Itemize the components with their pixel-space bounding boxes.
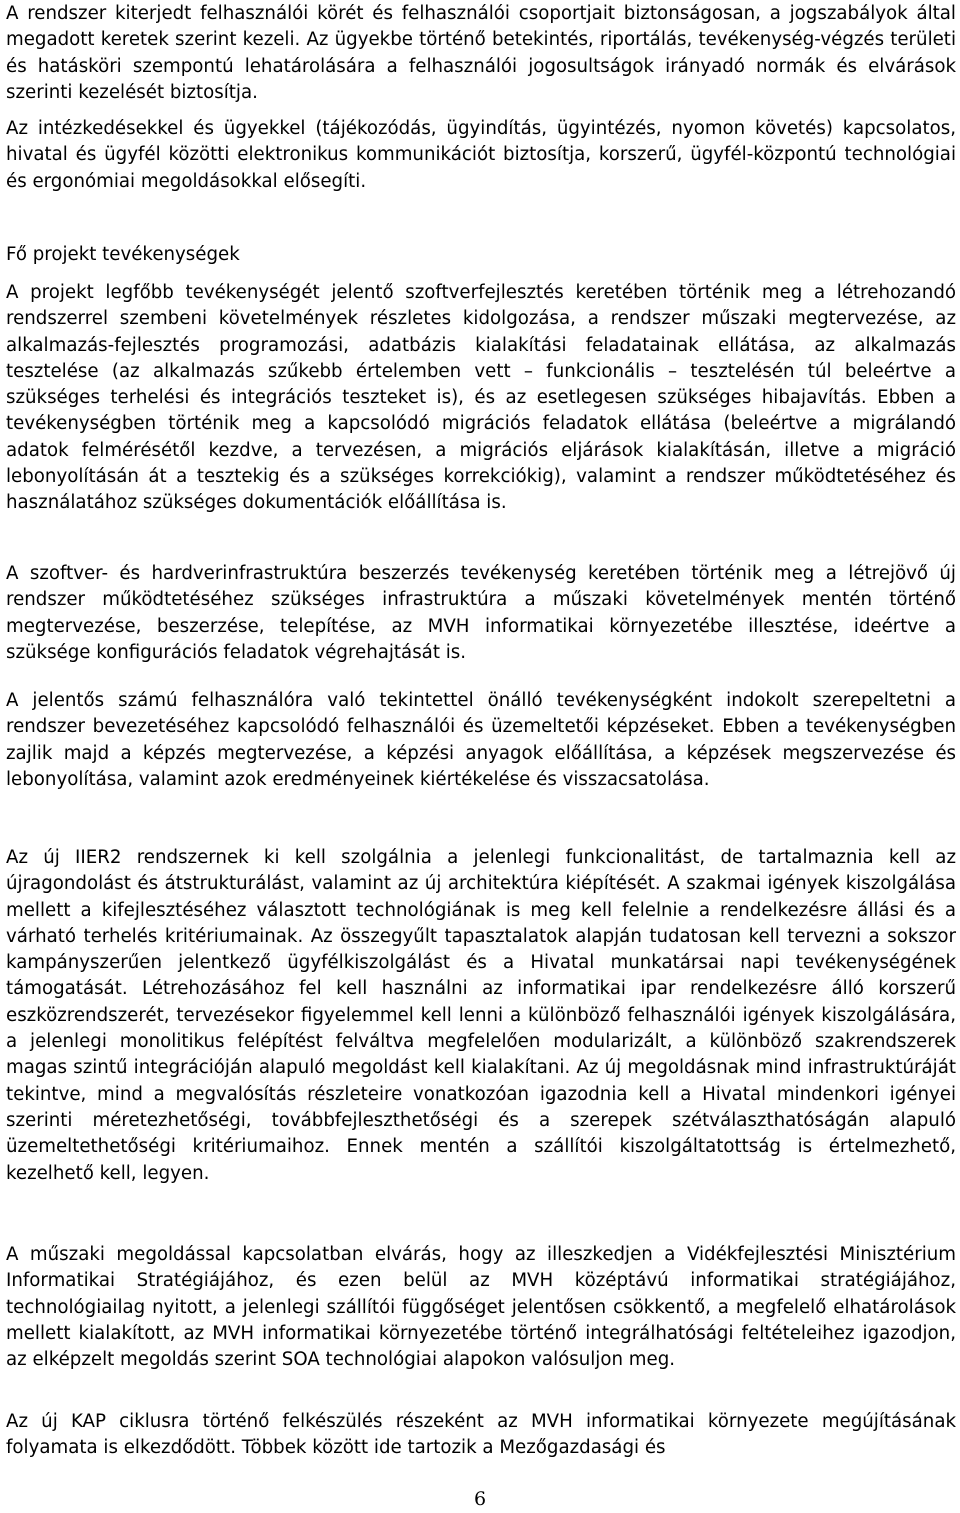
page-number: 6 xyxy=(473,1488,487,1510)
paragraph-technical-solution: A műszaki megoldással kapcsolatban elvárás, hogy az illeszkedjen a Vidékfejlesztési Minisztérium Informatikai Stratégiájához, és ezen belül az MVH középtávú informatikai stratégiájához, technológiailag nyitott, a jelenlegi szállítói függőséget jelentősen csökkentő, a megfelelő elhatárolások mellett kialakított, az MVH informatikai környezetébe történő integrálhatósági feltételeihez igazodjon, az elképzelt megoldás szerint SOA technológiai alapokon valósuljon meg. xyxy=(6,1244,956,1371)
paragraph-kap-cycle: Az új KAP ciklusra történő felkészülés részeként az MVH informatikai környezete megújításának folyamata is elkezdődött. Többek között ide tartozik a Mezőgazdasági és xyxy=(6,1411,956,1459)
paragraph-training: A jelentős számú felhasználóra való tekintettel önálló tevékenységként indokolt szerepeltetni a rendszer bevezetéséhez kapcsolódó felhasználói és üzemeltetői képzéseket. Ebben a tevékenységben zajlik majd a képzés megtervezése, a képzési anyagok előállítása, a képzések megszervezése és lebonyolítása, valamint azok eredményeinek kiértékelése és visszacsatolása. xyxy=(6,690,956,790)
intro-paragraph-permissions: A rendszer kiterjedt felhasználói körét és felhasználói csoportjait biztonságosan, a jogszabályok által megadott keretek szerint kezeli. Az ügyekbe történő betekintés, riportálás, tevékenység-végzés területi és hatásköri szempontú lehatárolására a felhasználói jogosultságok irányadó normák és elvárások szerinti kezelését biztosítja. xyxy=(6,3,956,103)
section-heading: Fő projekt tevékenységek xyxy=(6,244,240,265)
intro-paragraph-communication: Az intézkedésekkel és ügyekkel (tájékozódás, ügyindítás, ügyintézés, nyomon követés) kapcsolatos, hivatal és ügyfél közötti elektronikus kommunikációt biztosítja, korszerű, ügyfél-központú technológiai és ergonómiai megoldásokkal elősegíti. xyxy=(6,118,956,192)
paragraph-iier2-system: Az új IIER2 rendszernek ki kell szolgálnia a jelenlegi funkcionalitást, de tartalmaznia kell az újragondolást és átstrukturálást, valamint az új architektúra kiépítését. A szakmai igények kiszolgálása mellett a kifejlesztéséhez választott technológiának is meg kell felelnie a rendelkezésre állási és a várható terhelés kritériumainak. Az összegyűlt tapasztalatok alapján tudatosan kell tervezni a sokszor kampányszerűen jelentkező ügyfélkiszolgálást és a Hivatal munkatársai napi tevékenységének támogatását. Létrehozásához fel kell használni az informatikai ipar rendelkezésre álló korszerű eszközrendszerét, tervezésekor figyelemmel kell lenni a különböző felhasználói igények kiszolgálására, a jelenlegi monolitikus felépítést felváltva megfelelően modularizált, a különböző szakrendszerek magas szintű integrációján alapuló megoldást kell kialakítani. Az új megoldásnak mind infrastruktúráját tekintve, mind a megvalósítás részleteire vonatkozóan igazodnia kell a Hivatal mindenkori igényei szerinti méretezhetőségi, továbbfejleszthetőségi és a szerepek szétválaszthatóságán alapuló üzemeltethetőségi kritériumaihoz. Ennek mentén a szállítói kiszolgáltatottság is értelmezhető, kezelhető kell, legyen. xyxy=(6,847,956,1184)
paragraph-infrastructure: A szoftver- és hardverinfrastruktúra beszerzés tevékenység keretében történik meg a létrejövő új rendszer működtetéséhez szükséges infrastruktúra a műszaki követelmények mentén történő megtervezése, beszerzése, telepítése, az MVH informatikai környezetébe illesztése, ideértve a szüksége konfigurációs feladatok végrehajtását is. xyxy=(6,563,956,663)
paragraph-software-development: A projekt legfőbb tevékenységét jelentő szoftverfejlesztés keretében történik meg a létrehozandó rendszerrel szembeni követelmények részletes kidolgozása, a rendszer műszaki megtervezése, az alkalmazás-fejlesztés programozási, adatbázis kialakítási feladatainak ellátása, az alkalmazás tesztelése (az alkalmazás szűkebb értelemben vett – funkcionális – tesztelésén túl beleértve a szükséges terhelési és integrációs teszteket is), és az esetlegesen szükséges hibajavítás. Ebben a tevékenységben történik meg a kapcsolódó migrációs feladatok ellátása (beleértve a migrálandó adatok felmérésétől kezdve, a tervezésen, a migrációs eljárások kialakításán, illetve a migráció lebonyolításán át a tesztekig és a szükséges korrekciókig), valamint a rendszer működtetéséhez és használatához szükséges dokumentációk előállítása is. xyxy=(6,282,956,514)
